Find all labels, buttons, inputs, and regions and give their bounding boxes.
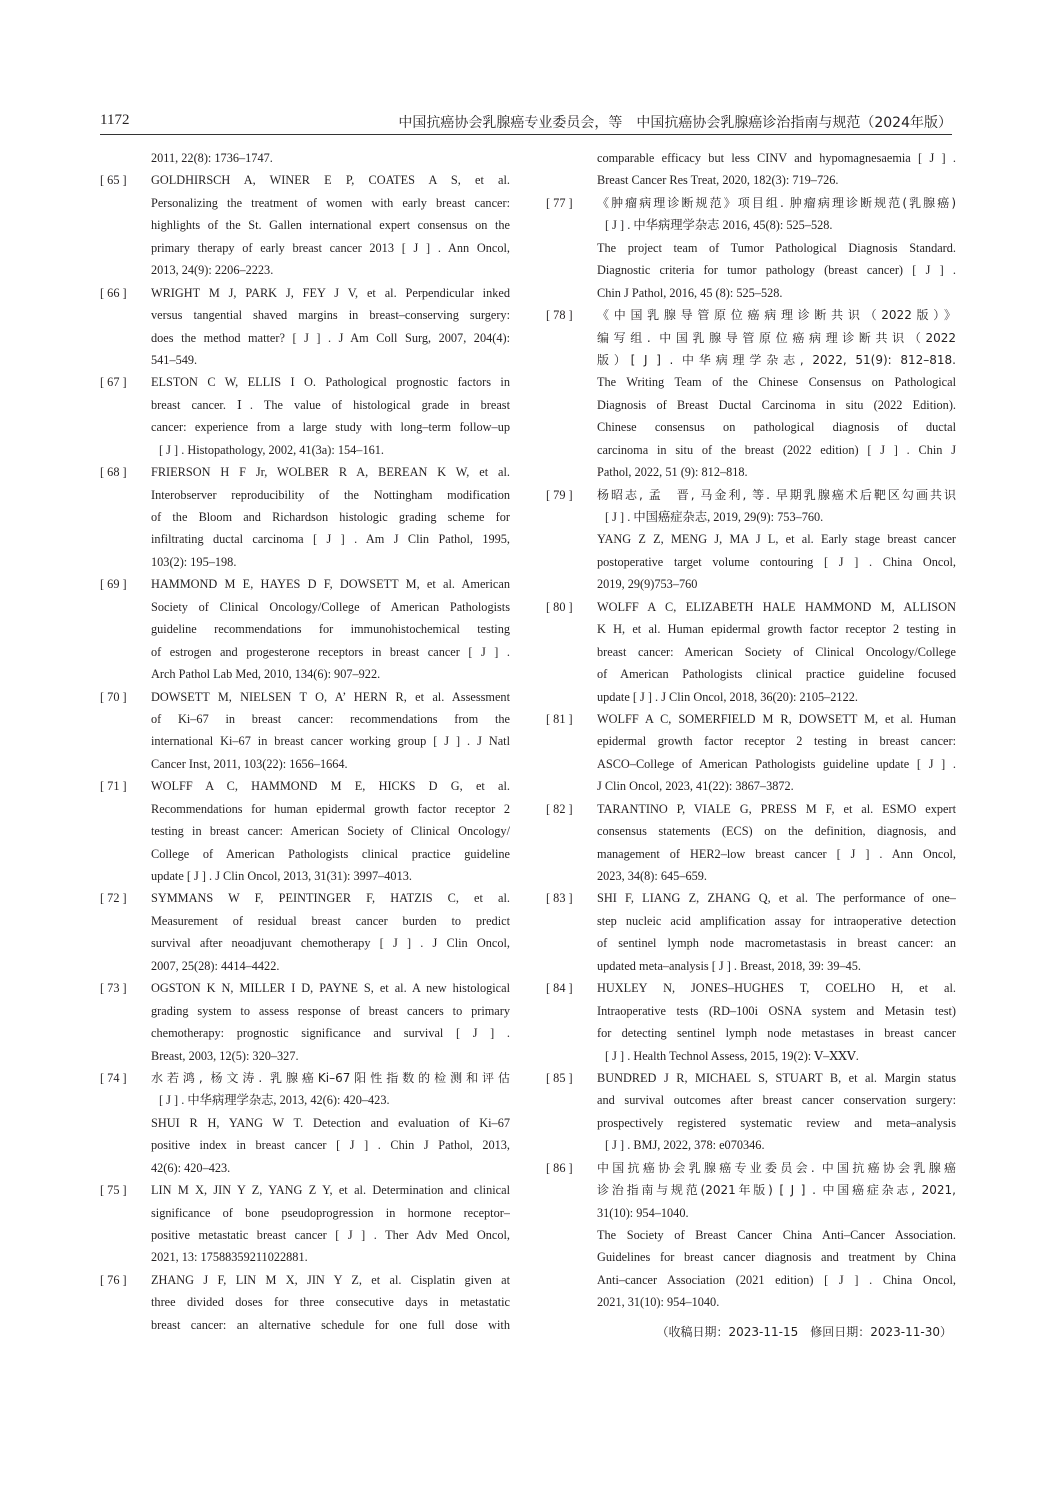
- reference-text-line: [ J ] . 中国癌症杂志, 2019, 29(9): 753–760.: [605, 510, 824, 524]
- reference-text-line: ZHANG J F, LIN M X, JIN Y Z, et al. Cisplatin given at: [151, 1272, 510, 1287]
- reference-text-line: Anti–cancer Association (2021 edition) [ J ] . China Oncol,: [597, 1272, 956, 1287]
- reference-entry: [100, 282, 510, 372]
- reference-entry: [546, 484, 956, 596]
- reference-text-line: Interobserver reproducibility of the Nottingham modification: [151, 487, 510, 502]
- reference-text-line: Personalizing the treatment of women with early breast cancer:: [151, 195, 510, 210]
- reference-text-line: management of HER2–low breast cancer [ J ] . Ann Oncol,: [597, 846, 956, 861]
- reference-text-line: Breast Cancer Res Treat, 2020, 182(3): 719–726.: [597, 173, 839, 188]
- reference-entry: [100, 1067, 510, 1179]
- reference-text-line: HUXLEY N, JONES–HUGHES T, COELHO H, et al.: [597, 981, 956, 996]
- reference-entry: [100, 461, 510, 573]
- reference-text-line: update [ J ] . J Clin Oncol, 2018, 36(20): 2105–2122.: [597, 689, 858, 704]
- reference-entry: [100, 977, 510, 1067]
- reference-text-line: significance of bone pseudoprogression in hormone receptor–: [151, 1205, 510, 1220]
- reference-entry: [546, 798, 956, 888]
- reference-text-line: 541–549.: [151, 352, 198, 367]
- reference-number: [ 68 ]: [100, 465, 127, 480]
- reference-text-line: LIN M X, JIN Y Z, YANG Z Y, et al. Determination and clinical: [151, 1183, 510, 1198]
- reference-text-line: updated meta–analysis [ J ] . Breast, 2018, 39: 39–45.: [597, 958, 861, 973]
- reference-text-line: testing in breast cancer: American Society of Clinical Oncology/: [151, 824, 510, 839]
- reference-entry: [546, 1157, 956, 1314]
- reference-text-line: Measurement of residual breast cancer burden to predict: [151, 913, 510, 928]
- reference-text-line: Diagnosis of Breast Ductal Carcinoma in situ (2022 Edition).: [597, 397, 956, 412]
- reference-text-line: 诊治指南与规范(2021年版) [ J ] . 中国癌症杂志, 2021,: [597, 1183, 956, 1198]
- reference-text-line: WRIGHT M J, PARK J, FEY J V, et al. Perpendicular inked: [151, 285, 510, 300]
- reference-text-line: highlights of the St. Gallen international expert consensus on the: [151, 218, 510, 233]
- reference-entry: [100, 686, 510, 776]
- reference-text-line: primary therapy of early breast cancer 2013 [ J ] . Ann Oncol,: [151, 240, 510, 255]
- reference-text-line: and survival outcomes after breast cancer conservation surgery:: [597, 1093, 956, 1108]
- reference-text-line: GOLDHIRSCH A, WINER E P, COATES A S, et al.: [151, 173, 510, 188]
- reference-number: [ 83 ]: [546, 891, 573, 906]
- reference-text-line: consensus statements (ECS) on the definition, diagnosis, and: [597, 824, 956, 839]
- reference-text-line: positive metastatic breast cancer [ J ] . Ther Adv Med Oncol,: [151, 1228, 510, 1242]
- reference-number: [ 66 ]: [100, 285, 127, 300]
- reference-number: [ 72 ]: [100, 891, 127, 906]
- reference-number: [ 71 ]: [100, 779, 127, 794]
- reference-number: [ 77 ]: [546, 195, 573, 210]
- reference-number: [ 80 ]: [546, 599, 573, 614]
- reference-text-line: 2007, 25(28): 4414–4422.: [151, 958, 280, 973]
- reference-number: [ 65 ]: [100, 173, 127, 188]
- reference-number: [ 74 ]: [100, 1070, 127, 1085]
- reference-text-line: 版）[ J ] . 中华病理学杂志, 2022, 51(9): 812–818.: [597, 352, 956, 367]
- reference-text-line: for detecting sentinel lymph node metastases in breast cancer: [597, 1026, 956, 1041]
- reference-number: [ 73 ]: [100, 981, 127, 996]
- reference-text-line: comparable efficacy but less CINV and hypomagnesaemia [ J ] .: [597, 151, 956, 165]
- reference-text-line: [ J ] . 中华病理学杂志, 2013, 42(6): 420–423.: [159, 1093, 390, 1108]
- reference-text-line: College of American Pathologists clinical practice guideline: [151, 846, 510, 861]
- reference-text-line: HAMMOND M E, HAYES D F, DOWSETT M, et al. American: [151, 577, 510, 592]
- reference-text-line: breast cancer: American Society of Clinical Oncology/College: [597, 644, 956, 659]
- reference-text-line: 2013, 24(9): 2206–2223.: [151, 263, 274, 278]
- reference-text-line: chemotherapy: prognostic significance and survival [ J ] .: [151, 1026, 510, 1041]
- reference-number: [ 67 ]: [100, 375, 127, 390]
- reference-text-line: The Writing Team of the Chinese Consensus on Pathological: [597, 375, 956, 390]
- reference-entry: [546, 977, 956, 1067]
- running-title: 中国抗癌协会乳腺癌专业委员会，等 中国抗癌协会乳腺癌诊治指南与规范（2024年版）: [398, 115, 952, 131]
- references-left-column: [100, 147, 510, 1336]
- reference-text-line: 2011, 22(8): 1736–1747.: [151, 151, 273, 165]
- reference-text-line: of Ki–67 in breast cancer: recommendations from the: [151, 711, 510, 726]
- reference-text-line: Intraoperative tests (RD–100i OSNA system and Metasin test): [597, 1003, 956, 1018]
- reference-text-line: 《肿瘤病理诊断规范》项目组. 肿瘤病理诊断规范(乳腺癌): [597, 195, 956, 210]
- reference-text-line: [ J ] . 中华病理学杂志 2016, 45(8): 525–528.: [605, 218, 833, 233]
- reference-text-line: 2021, 31(10): 954–1040.: [597, 1295, 720, 1310]
- reference-text-line: three divided doses for three consecutive days in metastatic: [151, 1295, 510, 1310]
- reference-text-line: survival after neoadjuvant chemotherapy [ J ] . J Clin Oncol,: [151, 936, 510, 951]
- reference-text-line: FRIERSON H F Jr, WOLBER R A, BEREAN K W, et al.: [151, 465, 510, 480]
- received-date-note: （收稿日期：2023-11-15 修回日期：2023-11-30）: [656, 1325, 952, 1339]
- reference-entry: [100, 169, 510, 281]
- reference-text-line: Breast, 2003, 12(5): 320–327.: [151, 1048, 299, 1063]
- reference-text-line: positive index in breast cancer [ J ] . Chin J Pathol, 2013,: [151, 1138, 510, 1153]
- reference-text-line: 《中国乳腺导管原位癌病理诊断共识（2022版）》: [597, 308, 956, 323]
- reference-text-line: [ J ] . Health Technol Assess, 2015, 19(2): Ⅴ–ⅩⅩⅤ.: [605, 1048, 859, 1063]
- reference-text-line: YANG Z Z, MENG J, MA J L, et al. Early stage breast cancer: [597, 532, 956, 547]
- reference-text-line: Chin J Pathol, 2016, 45 (8): 525–528.: [597, 285, 783, 300]
- reference-text-line: 水若鸿, 杨文涛. 乳腺癌Ki–67阳性指数的检测和评估: [151, 1070, 510, 1085]
- reference-entry: [546, 1067, 956, 1157]
- reference-text-line: SHUI R H, YANG W T. Detection and evaluation of Ki–67: [151, 1115, 510, 1130]
- reference-text-line: WOLFF A C, SOMERFIELD M R, DOWSETT M, et al. Human: [597, 711, 956, 726]
- reference-text-line: 2019, 29(9)753–760: [597, 577, 698, 592]
- reference-entry: [100, 147, 510, 169]
- reference-text-line: 杨昭志, 孟 晋, 马金利, 等. 早期乳腺癌术后靶区勾画共识: [597, 487, 956, 502]
- reference-text-line: 31(10): 954–1040.: [597, 1205, 689, 1220]
- reference-text-line: Chinese consensus on pathological diagnosis of ductal: [597, 420, 956, 435]
- reference-text-line: cancer: experience from a large study with long–term follow–up: [151, 420, 510, 435]
- reference-number: [ 85 ]: [546, 1070, 573, 1085]
- reference-text-line: TARANTINO P, VIALE G, PRESS M F, et al. ESMO expert: [597, 801, 956, 816]
- reference-text-line: SYMMANS W F, PEINTINGER F, HATZIS C, et al.: [151, 891, 510, 906]
- reference-text-line: of estrogen and progesterone receptors in breast cancer [ J ] .: [151, 644, 510, 659]
- reference-entry: [100, 887, 510, 977]
- reference-text-line: international Ki–67 in breast cancer working group [ J ] . J Natl: [151, 734, 510, 749]
- reference-text-line: [ J ] . Histopathology, 2002, 41(3a): 154–161.: [159, 442, 384, 457]
- reference-text-line: carcinoma in situ of the breast (2022 edition) [ J ] . Chin J: [597, 442, 956, 457]
- reference-text-line: Cancer Inst, 2011, 103(22): 1656–1664.: [151, 756, 348, 771]
- reference-text-line: DOWSETT M, NIELSEN T O, A’ HERN R, et al. Assessment: [151, 689, 510, 704]
- reference-text-line: 103(2): 195–198.: [151, 554, 237, 569]
- reference-text-line: postoperative target volume contouring [ J ] . China Oncol,: [597, 554, 956, 569]
- reference-text-line: OGSTON K N, MILLER I D, PAYNE S, et al. A new histological: [151, 981, 510, 996]
- reference-text-line: BUNDRED J R, MICHAEL S, STUART B, et al. Margin status: [597, 1070, 956, 1085]
- reference-entry: [100, 1179, 510, 1269]
- reference-entry: [100, 371, 510, 461]
- reference-entry: [546, 708, 956, 798]
- reference-text-line: versus tangential shaved margins in breast–conserving surgery:: [151, 308, 510, 323]
- reference-entry: [100, 775, 510, 887]
- reference-text-line: ELSTON C W, ELLIS I O. Pathological prognostic factors in: [151, 375, 510, 390]
- reference-entry: [546, 147, 956, 192]
- reference-text-line: does the method matter? [ J ] . J Am Coll Surg, 2007, 204(4):: [151, 330, 510, 345]
- reference-text-line: [ J ] . BMJ, 2022, 378: e070346.: [605, 1138, 765, 1153]
- reference-entry: [100, 1269, 510, 1336]
- reference-text-line: 编写组. 中国乳腺导管原位癌病理诊断共识（2022: [597, 330, 956, 345]
- reference-text-line: of American Pathologists clinical practice guideline focused: [597, 667, 956, 682]
- reference-text-line: WOLFF A C, HAMMOND M E, HICKS D G, et al.: [151, 779, 510, 794]
- running-header: [100, 110, 952, 135]
- reference-number: [ 81 ]: [546, 711, 573, 726]
- reference-number: [ 84 ]: [546, 981, 573, 996]
- reference-text-line: step nucleic acid amplification assay for intraoperative detection: [597, 913, 956, 928]
- reference-text-line: 2021, 13: 17588359211022881.: [151, 1250, 308, 1265]
- reference-text-line: Society of Clinical Oncology/College of American Pathologists: [151, 599, 510, 614]
- reference-text-line: guideline recommendations for immunohistochemical testing: [151, 622, 510, 637]
- reference-text-line: 42(6): 420–423.: [151, 1160, 231, 1175]
- reference-number: [ 76 ]: [100, 1272, 127, 1287]
- reference-text-line: Diagnostic criteria for tumor pathology (breast cancer) [ J ] .: [597, 263, 956, 278]
- page-number: 1172: [100, 112, 130, 128]
- reference-text-line: SHI F, LIANG Z, ZHANG Q, et al. The performance of one–: [597, 891, 956, 906]
- reference-number: [ 86 ]: [546, 1160, 573, 1175]
- reference-text-line: Guidelines for breast cancer diagnosis and treatment by China: [597, 1250, 956, 1265]
- reference-text-line: Pathol, 2022, 51 (9): 812–818.: [597, 465, 748, 480]
- reference-entry: [546, 304, 956, 484]
- reference-entry: [546, 192, 956, 304]
- reference-text-line: The Society of Breast Cancer China Anti–Cancer Association.: [597, 1228, 956, 1242]
- reference-entry: [546, 887, 956, 977]
- reference-text-line: breast cancer: an alternative schedule for one full dose with: [151, 1317, 510, 1332]
- reference-text-line: J Clin Oncol, 2023, 41(22): 3867–3872.: [597, 779, 794, 794]
- reference-number: [ 79 ]: [546, 487, 573, 502]
- reference-text-line: epidermal growth factor receptor 2 testing in breast cancer:: [597, 734, 956, 749]
- reference-text-line: ASCO–College of American Pathologists guideline update [ J ] .: [597, 756, 956, 771]
- reference-number: [ 78 ]: [546, 308, 573, 323]
- reference-text-line: 2023, 34(8): 645–659.: [597, 869, 707, 883]
- reference-entry: [100, 573, 510, 685]
- reference-text-line: WOLFF A C, ELIZABETH HALE HAMMOND M, ALLISON: [597, 599, 956, 614]
- reference-text-line: breast cancer. Ⅰ. The value of histological grade in breast: [151, 397, 510, 412]
- reference-text-line: grading system to assess response of breast cancers to primary: [151, 1003, 510, 1018]
- reference-text-line: infiltrating ductal carcinoma [ J ] . Am J Clin Pathol, 1995,: [151, 532, 510, 547]
- reference-text-line: Arch Pathol Lab Med, 2010, 134(6): 907–922.: [151, 667, 381, 682]
- reference-text-line: of the Bloom and Richardson histologic grading scheme for: [151, 510, 510, 524]
- reference-number: [ 75 ]: [100, 1183, 127, 1198]
- reference-number: [ 69 ]: [100, 577, 127, 592]
- reference-text-line: The project team of Tumor Pathological Diagnosis Standard.: [597, 240, 956, 255]
- references-right-column: [546, 147, 956, 1314]
- reference-text-line: of sentinel lymph node macrometastasis in breast cancer: an: [597, 936, 956, 951]
- reference-entry: [546, 596, 956, 708]
- reference-number: [ 82 ]: [546, 801, 573, 816]
- reference-text-line: K H, et al. Human epidermal growth factor receptor 2 testing in: [597, 622, 956, 637]
- reference-text-line: prospectively registered systematic review and meta–analysis: [597, 1115, 956, 1130]
- reference-text-line: Recommendations for human epidermal growth factor receptor 2: [151, 801, 510, 816]
- reference-text-line: 中国抗癌协会乳腺癌专业委员会. 中国抗癌协会乳腺癌: [597, 1160, 956, 1175]
- reference-text-line: update [ J ] . J Clin Oncol, 2013, 31(31): 3997–4013.: [151, 869, 412, 883]
- reference-number: [ 70 ]: [100, 689, 127, 704]
